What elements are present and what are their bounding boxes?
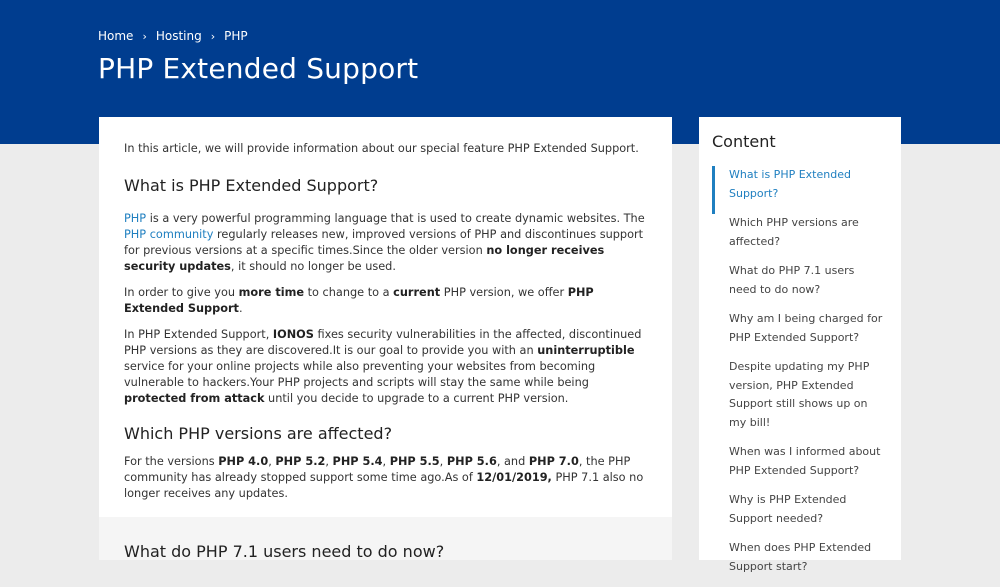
chevron-right-icon: ›	[210, 29, 216, 43]
toc-item-php71-users[interactable]: What do PHP 7.1 users need to do now?	[729, 264, 855, 296]
table-of-contents	[699, 117, 901, 573]
article-content	[99, 117, 672, 517]
toc-item-when-start[interactable]: When does PHP Extended Support start?	[729, 541, 872, 573]
article-intro: In this article, we will provide information about our special feature PHP Extended Support.	[124, 142, 639, 155]
php-community-link[interactable]: PHP community	[124, 228, 214, 241]
breadcrumb	[98, 29, 248, 43]
toc-item-bill-after-update[interactable]: Despite updating my PHP version, PHP Extended Support still shows up on my bill!	[729, 360, 870, 429]
breadcrumb-home-link[interactable]: Home	[98, 29, 134, 43]
toc-title: Content	[712, 132, 776, 151]
paragraph-more-time: In order to give you more time to change to a current PHP version, we offer PHP Extended Support.	[124, 286, 594, 315]
section-heading-affected-versions: Which PHP versions are affected?	[124, 424, 393, 443]
toc-item-what-is[interactable]: What is PHP Extended Support?	[712, 166, 889, 214]
toc-item-why-charged[interactable]: Why am I being charged for PHP Extended Support?	[729, 312, 883, 344]
toc-item-when-informed[interactable]: When was I informed about PHP Extended Support?	[729, 445, 881, 477]
breadcrumb-hosting-link[interactable]: Hosting	[155, 29, 202, 43]
section-heading-php71-users: What do PHP 7.1 users need to do now?	[124, 542, 445, 561]
section-heading-what-is: What is PHP Extended Support?	[124, 176, 379, 195]
php-link[interactable]: PHP	[124, 212, 147, 225]
paragraph-security-fixes: In PHP Extended Support, IONOS fixes security vulnerabilities in the affected, discontinued PHP versions as they are discovered.It is our goal to provide you with an uninterruptible service for your online projects while also preventing your websites from becoming vulnerable to hackers.Your PHP projects and scripts will stay the same while being protected from attack until you decide to upgrade to a current PHP version.	[124, 328, 642, 405]
page-title: PHP Extended Support	[98, 52, 419, 85]
chevron-right-icon: ›	[142, 29, 147, 43]
toc-item-affected-versions[interactable]: Which PHP versions are affected?	[729, 216, 859, 248]
paragraph-php-intro: PHP is a very powerful programming language that is used to create dynamic websites. The PHP community regularly releases new, improved versions of PHP and discontinues support for previous versions at a specific times.Since the older version no longer receives security updates, it should no longer be used.	[124, 212, 645, 273]
toc-item-why-needed[interactable]: Why is PHP Extended Support needed?	[729, 493, 847, 525]
breadcrumb-php-link[interactable]: PHP	[224, 29, 248, 43]
paragraph-affected-versions: For the versions PHP 4.0, PHP 5.2, PHP 5.4, PHP 5.5, PHP 5.6, and PHP 7.0, the PHP community has already stopped support some time ago.As of 12/01/2019, PHP 7.1 also no longer receives any updates.	[124, 455, 644, 500]
article-section-php71	[99, 517, 672, 560]
